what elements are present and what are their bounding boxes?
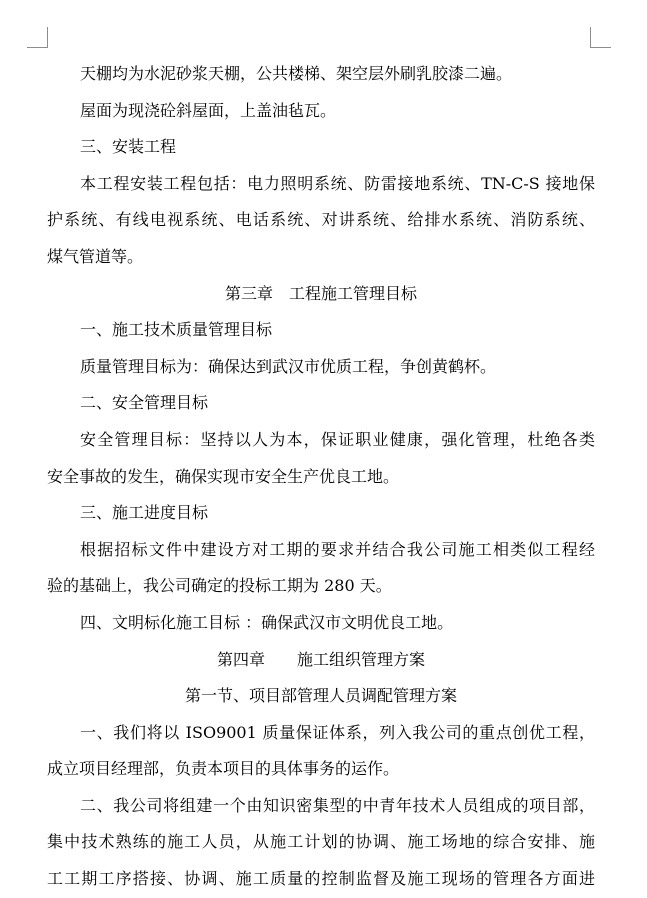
heading-schedule-target: 三、施工进度目标 [80, 503, 209, 523]
text-line-roof: 屋面为现浇砼斜屋面，上盖油毡瓦。 [80, 100, 337, 120]
text-line-org-5: 工工期工序搭接、协调、施工质量的控制监督及施工现场的管理各方面进 [47, 869, 595, 889]
text-line-quality-target: 质量管理目标为：确保达到武汉市优质工程，争创黄鹤杯。 [80, 356, 497, 376]
text-line-org-2: 成立项目经理部，负责本项目的具体事务的运作。 [47, 759, 400, 779]
heading-installation: 三、安装工程 [80, 137, 177, 157]
heading-quality-target: 一、施工技术质量管理目标 [80, 320, 273, 340]
chapter-four-title: 第四章 施工组织管理方案 [216, 649, 425, 669]
top-left-margin-mark [27, 27, 48, 48]
text-line-org-1: 一、我们将以 ISO9001 质量保证体系，列入我公司的重点创优工程， [80, 722, 595, 742]
chapter-three-title: 第三章 工程施工管理目标 [224, 283, 417, 303]
top-right-margin-mark [590, 27, 611, 48]
text-line-schedule-2: 验的基础上，我公司确定的投标工期为 280 天。 [47, 576, 392, 596]
text-line-installation-1: 本工程安装工程包括：电力照明系统、防雷接地系统、TN-C-S 接地保 [80, 173, 595, 193]
text-line-safety-2: 安全事故的发生，确保实现市安全生产优良工地。 [47, 466, 400, 486]
text-line-safety-1: 安全管理目标：坚持以人为本，保证职业健康，强化管理，杜绝各类 [80, 429, 595, 449]
section-one-title: 第一节、项目部管理人员调配管理方案 [184, 686, 457, 706]
text-line-org-4: 集中技术熟练的施工人员，从施工计划的协调、施工场地的综合安排、施 [47, 832, 595, 852]
text-line-org-3: 二、我公司将组建一个由知识密集型的中青年技术人员组成的项目部， [80, 795, 595, 815]
text-line-schedule-1: 根据招标文件中建设方对工期的要求并结合我公司施工相类似工程经 [80, 539, 595, 559]
text-line-ceiling: 天棚均为水泥砂浆天棚，公共楼梯、架空层外刷乳胶漆二遍。 [80, 64, 513, 83]
text-line-installation-3: 煤气管道等。 [47, 246, 144, 266]
heading-safety-target: 二、安全管理目标 [80, 393, 209, 413]
heading-civilized-target: 四、文明标化施工目标 ：确保武汉市文明优良工地。 [80, 612, 454, 632]
document-body [47, 56, 595, 898]
text-line-installation-2: 护系统、有线电视系统、电话系统、对讲系统、给排水系统、消防系统、 [47, 210, 595, 230]
